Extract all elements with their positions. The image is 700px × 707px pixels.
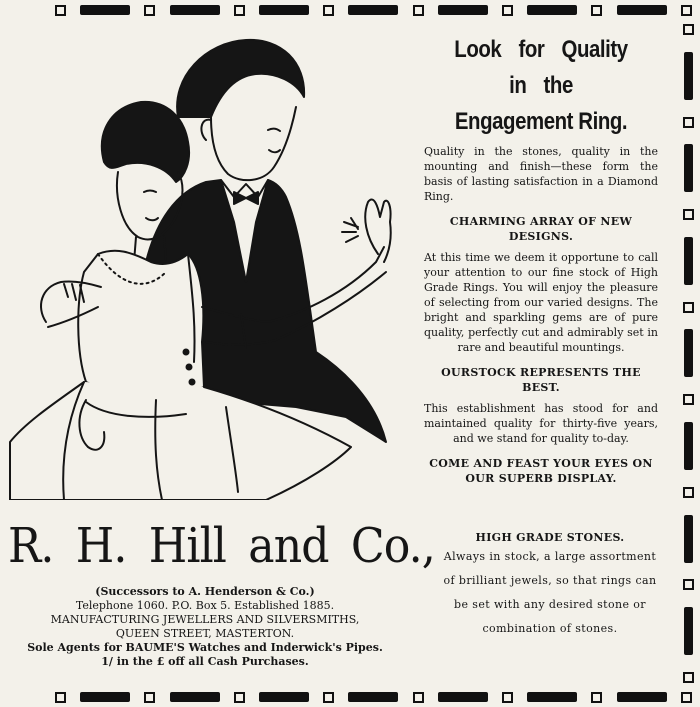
border-bar bbox=[617, 692, 667, 702]
contact-line: Telephone 1060. P.O. Box 5. Established 1885. bbox=[75, 599, 335, 612]
bottom-border bbox=[55, 689, 692, 705]
border-square bbox=[234, 5, 245, 16]
border-bar bbox=[684, 329, 693, 377]
border-square bbox=[591, 692, 602, 703]
stones-line: combination of stones. bbox=[482, 622, 618, 635]
top-border bbox=[55, 2, 692, 18]
border-bar bbox=[684, 52, 693, 100]
border-bar bbox=[438, 692, 488, 702]
border-square bbox=[683, 24, 694, 35]
border-bar bbox=[348, 5, 398, 15]
discount-line: 1/ in the £ off all Cash Purchases. bbox=[101, 655, 309, 668]
couple-illustration bbox=[6, 22, 412, 500]
border-bar bbox=[684, 237, 693, 285]
border-square bbox=[144, 5, 155, 16]
border-square bbox=[683, 579, 694, 590]
border-square bbox=[502, 692, 513, 703]
border-square bbox=[683, 672, 694, 683]
company-details bbox=[10, 585, 400, 669]
agents-line: Sole Agents for BAUME'S Watches and Inderwick's Pipes. bbox=[27, 641, 383, 654]
border-bar bbox=[348, 692, 398, 702]
border-square bbox=[683, 209, 694, 220]
stones-line: be set with any desired stone or bbox=[454, 598, 646, 611]
company-name: R. H. Hill and Co., bbox=[8, 518, 435, 574]
section-body-stock: This establishment has stood for and maintained quality for thirty-five years, and we stand for quality to-day. bbox=[424, 402, 658, 445]
section-heading-display: COME AND FEAST YOUR EYES ON OUR SUPERB DISPLAY. bbox=[429, 457, 653, 485]
section-heading-designs: CHARMING ARRAY OF NEW DESIGNS. bbox=[449, 215, 633, 243]
border-bar bbox=[259, 5, 309, 15]
border-square bbox=[55, 692, 66, 703]
headline-line-1: Look for Quality bbox=[454, 36, 628, 63]
right-border bbox=[680, 24, 696, 683]
border-bar bbox=[684, 607, 693, 655]
trade-line: MANUFACTURING JEWELLERS AND SILVERSMITHS, bbox=[50, 613, 360, 626]
border-square bbox=[502, 5, 513, 16]
border-square bbox=[413, 692, 424, 703]
border-square bbox=[683, 117, 694, 128]
border-square bbox=[234, 692, 245, 703]
intro-paragraph: Quality in the stones, quality in the mounting and finish—these form the basis of lasting satisfaction in a Diamond Ring. bbox=[424, 145, 658, 203]
border-bar bbox=[80, 5, 130, 15]
section-body-designs: At this time we deem it opportune to call your attention to our fine stock of High Grade Rings. You will enjoy the pleasure of selecting from our varied designs. The bright and sparkling gems are of pure quality, perfectly cut and admirably set in rare and beautiful mountings. bbox=[424, 251, 658, 354]
stones-heading: HIGH GRADE STONES. bbox=[475, 531, 625, 544]
border-square bbox=[681, 5, 692, 16]
high-grade-stones-section bbox=[430, 530, 670, 641]
border-square bbox=[683, 302, 694, 313]
headline bbox=[442, 32, 641, 140]
advert-text-column bbox=[424, 32, 658, 486]
border-bar bbox=[170, 692, 220, 702]
border-square bbox=[683, 487, 694, 498]
border-bar bbox=[527, 692, 577, 702]
border-square bbox=[55, 5, 66, 16]
border-square bbox=[591, 5, 602, 16]
address-line: QUEEN STREET, MASTERTON. bbox=[115, 627, 295, 640]
headline-line-2: in the bbox=[509, 72, 573, 99]
headline-line-3: Engagement Ring. bbox=[454, 108, 628, 135]
section-heading-stock: OURSTOCK REPRESENTS THE BEST. bbox=[441, 366, 641, 394]
stones-line: of brilliant jewels, so that rings can bbox=[443, 574, 657, 587]
border-square bbox=[683, 394, 694, 405]
border-square bbox=[323, 5, 334, 16]
border-bar bbox=[527, 5, 577, 15]
border-bar bbox=[80, 692, 130, 702]
border-bar bbox=[170, 5, 220, 15]
border-square bbox=[413, 5, 424, 16]
border-square bbox=[323, 692, 334, 703]
border-bar bbox=[684, 515, 693, 563]
border-bar bbox=[684, 422, 693, 470]
border-bar bbox=[259, 692, 309, 702]
border-bar bbox=[438, 5, 488, 15]
border-bar bbox=[617, 5, 667, 15]
border-square bbox=[144, 692, 155, 703]
border-bar bbox=[684, 144, 693, 192]
successors-line: (Successors to A. Henderson & Co.) bbox=[95, 585, 315, 598]
stones-line: Always in stock, a large assortment bbox=[443, 550, 657, 563]
border-square bbox=[681, 692, 692, 703]
